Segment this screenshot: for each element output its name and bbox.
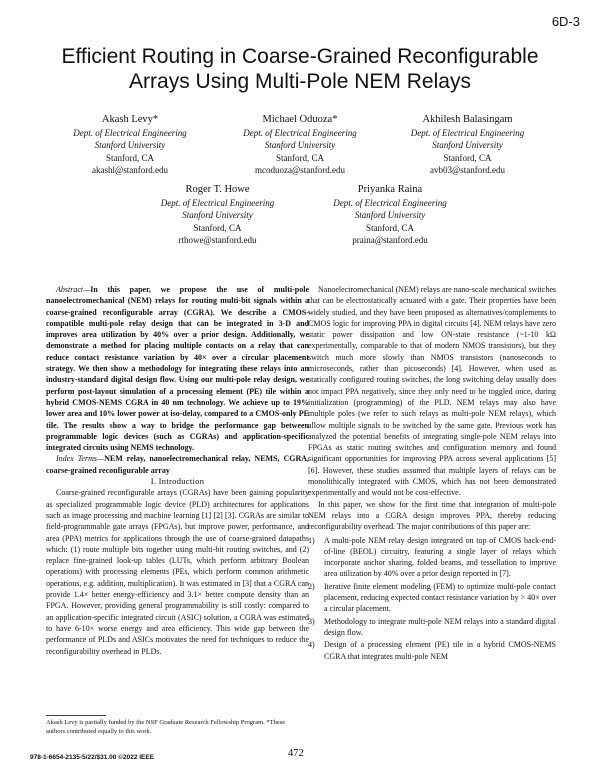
author-email: avb03@stanford.edu: [429, 165, 506, 175]
title-line-2: Arrays Using Multi-Pole NEM Relays: [129, 70, 471, 93]
list-item-number: 2): [308, 581, 315, 591]
abstract-text: In this paper, we propose the use of multi-pole nanoelectromechanical (NEM) relays for routing multi-bit signals within a coarse-grained reconfigurable array (CGRA). We describe a CMOS-compatible multi-pole relay design that can be integrated in 3-D and improves area utilization by 40% over a prior design. Additionally, we demonstrate a method for placing multiple contacts on a relay that can reduce contact resistance variation by 40× over a circular placement strategy. We then show a methodology for integrating these relays into an industry-standard digital design flow. Using our multi-pole relay design, we perform post-layout simulation of a processing element (PE) tile within a hybrid CMOS-NEMS CGRA in 40 nm technology. We achieve up to 19% lower area and 10% lower power at iso-delay, compared to a CMOS-only PE tile. The results show a way to bridge the performance gap between programmable logic devices (such as CGRAs) and application-specific integrated circuits using NEMS technology.: [46, 285, 309, 453]
list-item: [308, 616, 556, 639]
session-id: 6D-3: [551, 14, 580, 29]
author-dept: Dept. of Electrical Engineering: [160, 197, 275, 208]
isbn-copyright: 978-1-6654-2135-5/22/$31.00 ©2022 IEEE: [30, 754, 155, 761]
index-terms-text: NEM relay, nanoelectromechanical relay, NEMS, CGRA, coarse-grained reconfigurable array: [46, 454, 309, 475]
author-university: Stanford University: [354, 210, 426, 220]
paper-title: [40, 44, 560, 94]
author-university: Stanford University: [432, 140, 503, 150]
author-email: praina@stanford.edu: [352, 235, 428, 245]
author-dept: Dept. of Electrical Engineering: [410, 127, 525, 138]
right-paragraph-2: In this paper, we show for the first time that integration of multi-pole NEM relays into a CGRA design improves PPA, thereby reducing reconfigurability overhead. The major contributions of this paper are:: [308, 499, 556, 532]
author-name: Priyanka Raina: [357, 184, 423, 195]
author-dept: Dept. of Electrical Engineering: [73, 127, 187, 138]
author-dept: Dept. of Electrical Engineering: [333, 197, 447, 208]
author-block-5: [310, 184, 470, 247]
title-line-1: Efficient Routing in Coarse-Grained Reconfigurable: [61, 45, 539, 68]
abstract: [46, 284, 309, 453]
right-paragraph-1: Nanoelectromechanical (NEM) relays are nano-scale mechanical switches that can be electrostatically actuated with a gate. Their properties have been widely studied, and they have been proposed as alternatives/complements to CMOS logic for improving PPA in digital circuits [4]. NEM relays have zero static power dissipation and low ON-state resistance (~1-10 kΩ experimentally, comparable to that of modern NMOS transistors), but they switch much more slowly than NMOS transistors (nanoseconds to microseconds, rather than picoseconds) [4]. However, when used as statically configured routing switches, the long switching delay usually does not impact PPA negatively, since they only need to be toggled once, during initialization (programming) of the PLD. NEM relays may also have multiple poles (we refer to such relays as multi-pole NEM relays), which allow multiple signals to be switched by the same gate. Previous work has analyzed the potential benefits of integrating single-pole NEM relays into FPGAs as static routing switches and configuration memory and found significant opportunities for improving PPA across several applications [5] [6]. However, these studies assumed that multiple layers of relays can be monolithically integrated with CMOS, which has not been demonstrated experimentally and would not be cost-effective.: [308, 285, 556, 498]
footnote: Akash Levy is partially funded by the NSF Graduate Research Fellowship Program. *These authors contributed equally to this work.: [46, 719, 286, 735]
list-item: [308, 639, 556, 662]
author-block-4: [140, 184, 295, 247]
author-dept: Dept. of Electrical Engineering: [243, 127, 357, 138]
author-name: Roger T. Howe: [185, 184, 250, 195]
page-number: 472: [288, 748, 304, 759]
author-email: mcoduoza@stanford.edu: [254, 165, 345, 175]
author-location: Stanford, CA: [106, 152, 154, 163]
author-email: rthowe@stanford.edu: [178, 235, 257, 245]
intro-paragraph-1: Coarse-grained reconfigurable arrays (CGRAs) have been gaining popularity as specialized programmable logic device (PLD) architectures for applications such as image processing and machine learning [1] [2] [3]. CGRAs are similar to field-programmable gate arrays (FPGAs), but improve power, performance, and area (PPA) metrics for applications through the use of coarse-grained datapaths which: (1) route multiple bits together using multi-bit routing switches, and (2) replace fine-grained look-up tables (LUTs, which perform arbitrary Boolean operations) with processing elements (PEs, which perform common arithmetic operations, e.g. addition, multiplication). It was estimated in [3] that a CGRA can provide 1.4× better energy-efficiency and 3.1× better compute density than an FPGA. However, providing general programmability is still costly: compared to an application-specific integrated circuit (ASIC) solution, a CGRA was estimated to have 6-10× worse energy and area efficiency. This wide gap between the performance of PLDs and ASICs motivates the need for techniques to reduce the reconfigurability overhead in PLDs.: [46, 488, 309, 656]
list-item-number: 1): [308, 535, 315, 545]
list-item-text: Design of a processing element (PE) tile in a hybrid CMOS-NEMS CGRA that integrates multi-pole NEM: [324, 640, 556, 661]
author-name: Michael Oduoza*: [262, 114, 338, 125]
list-item-text: Iterative finite element modeling (FEM) to optimize multi-pole contact placement, reducing expected contact resistance variation by > 40× over a circular placement.: [324, 581, 556, 614]
list-item-number: 4): [308, 640, 315, 650]
contributions-list: [308, 535, 556, 662]
index-terms: [46, 453, 309, 476]
right-column: [308, 284, 556, 663]
section-heading-introduction: I. Introduction: [150, 476, 205, 487]
author-email: akashl@stanford.edu: [91, 165, 169, 175]
author-university: Stanford University: [182, 210, 253, 220]
author-university: Stanford University: [94, 140, 166, 150]
list-item-text: A multi-pole NEM relay design integrated on top of CMOS back-end-of-line (BEOL) circuitry, featuring a single layer of relays which incorporate anchor sharing, folded beams, and tessellation to improve area utilization by 40% over a prior design reported in [7].: [324, 535, 556, 579]
abstract-label: Abstract—: [56, 285, 91, 294]
list-item-number: 3): [308, 616, 315, 626]
author-location: Stanford, CA: [366, 222, 414, 233]
list-item: [308, 581, 556, 615]
footnote-rule: [46, 715, 106, 716]
index-terms-label: Index Terms—: [56, 454, 105, 464]
author-name: Akash Levy*: [101, 114, 159, 125]
list-item-text: Methodology to integrate multi-pole NEM relays into a standard digital design flow.: [324, 616, 556, 637]
author-name: Akhilesh Balasingam: [422, 114, 513, 125]
author-block-3: [390, 114, 545, 177]
author-block-1: [55, 114, 205, 177]
left-column: [46, 284, 309, 657]
author-location: Stanford, CA: [276, 152, 324, 163]
list-item: [308, 535, 556, 580]
author-location: Stanford, CA: [443, 152, 492, 163]
author-university: Stanford University: [264, 140, 336, 150]
author-block-2: [220, 114, 380, 177]
author-location: Stanford, CA: [193, 222, 242, 233]
